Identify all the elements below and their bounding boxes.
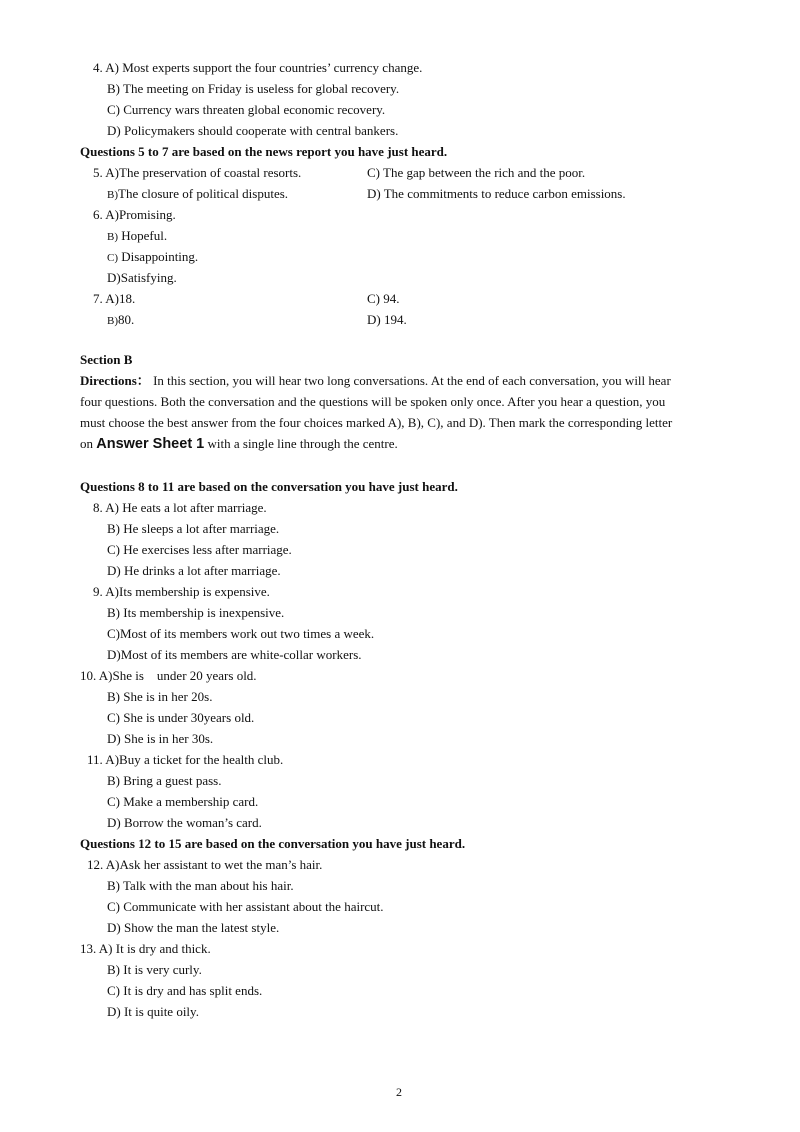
q9-option-c: C)Most of its members work out two times a week.	[107, 626, 375, 641]
q6-option-b	[107, 228, 167, 245]
q6-option-b-text: Hopeful.	[118, 228, 168, 243]
conversation-1-heading: Questions 8 to 11 are based on the conversation you have just heard.	[80, 479, 458, 494]
directions-line-1-text: In this section, you will hear two long conversations. At the end of each conversation, you will hear	[149, 373, 671, 388]
q5-option-b-text: The closure of political disputes.	[118, 186, 289, 201]
q7-option-d: D) 194.	[367, 312, 407, 327]
q13-option-d: D) It is quite oily.	[107, 1004, 199, 1019]
page-number: 2	[396, 1085, 402, 1099]
q12-option-c: C) Communicate with her assistant about the haircut.	[107, 899, 384, 914]
q9-option-d: D)Most of its members are white-collar workers.	[107, 647, 362, 662]
q4-option-d: D) Policymakers should cooperate with central bankers.	[107, 123, 399, 138]
q4-option-a: 4. A) Most experts support the four countries’ currency change.	[93, 60, 423, 75]
q5-option-c: C) The gap between the rich and the poor.	[367, 165, 586, 180]
q13-option-c: C) It is dry and has split ends.	[107, 983, 263, 998]
q11-option-b: B) Bring a guest pass.	[107, 773, 222, 788]
q6-option-a: 6. A)Promising.	[93, 207, 176, 222]
q6-option-c	[107, 249, 198, 266]
q4-option-c: C) Currency wars threaten global economic recovery.	[107, 102, 386, 117]
directions-line-4-pre: on	[80, 436, 97, 451]
q11-option-d: D) Borrow the woman’s card.	[107, 815, 262, 830]
q4-option-b: B) The meeting on Friday is useless for global recovery.	[107, 81, 400, 96]
q5-option-d: D) The commitments to reduce carbon emissions.	[367, 186, 626, 201]
directions-line-3: must choose the best answer from the four choices marked A), B), C), and D). Then mark the corresponding letter	[80, 415, 673, 430]
q12-option-d: D) Show the man the latest style.	[107, 920, 280, 935]
q13-option-a: 13. A) It is dry and thick.	[80, 941, 211, 956]
q6-option-c-text: Disappointing.	[118, 249, 199, 264]
q13-option-b: B) It is very curly.	[107, 962, 202, 977]
q10-option-a: 10. A)She is under 20 years old.	[80, 668, 257, 683]
q6-option-b-letter: B)	[107, 231, 118, 243]
q8-option-b: B) He sleeps a lot after marriage.	[107, 521, 280, 536]
q8-option-d: D) He drinks a lot after marriage.	[107, 563, 281, 578]
q10-option-c: C) She is under 30years old.	[107, 710, 255, 725]
q7-option-c: C) 94.	[367, 291, 400, 306]
q7-option-b-text: 80.	[118, 312, 135, 327]
news-report-heading: Questions 5 to 7 are based on the news report you have just heard.	[80, 144, 448, 159]
q12-option-b: B) Talk with the man about his hair.	[107, 878, 294, 893]
q8-option-a: 8. A) He eats a lot after marriage.	[93, 500, 267, 515]
q7-option-b	[107, 312, 134, 329]
q11-option-c: C) Make a membership card.	[107, 794, 259, 809]
q10-option-b: B) She is in her 20s.	[107, 689, 213, 704]
conversation-2-heading: Questions 12 to 15 are based on the conversation you have just heard.	[80, 836, 466, 851]
section-b-title: Section B	[80, 352, 133, 367]
directions-line-4-post: with a single line through the centre.	[204, 436, 398, 451]
q9-option-a: 9. A)Its membership is expensive.	[93, 584, 270, 599]
q6-option-c-letter: C)	[107, 252, 118, 264]
q7-option-a: 7. A)18.	[93, 291, 136, 306]
q6-option-d: D)Satisfying.	[107, 270, 177, 285]
q9-option-b: B) Its membership is inexpensive.	[107, 605, 285, 620]
q5-option-b	[107, 186, 288, 203]
q8-option-c: C) He exercises less after marriage.	[107, 542, 292, 557]
q10-option-d: D) She is in her 30s.	[107, 731, 214, 746]
directions-label: Directions：	[80, 373, 150, 388]
q7-option-b-letter: B)	[107, 315, 118, 327]
q11-option-a: 11. A)Buy a ticket for the health club.	[87, 752, 284, 767]
q5-option-b-letter: B)	[107, 189, 118, 201]
directions-line-2: four questions. Both the conversation and the questions will be spoken only once. After you hear a question, you	[80, 394, 666, 409]
q12-option-a: 12. A)Ask her assistant to wet the man’s hair.	[87, 857, 323, 872]
q5-option-a: 5. A)The preservation of coastal resorts.	[93, 165, 302, 180]
answer-sheet-label: Answer Sheet 1	[96, 436, 205, 452]
directions-line-1	[80, 373, 671, 389]
directions-line-4	[80, 436, 398, 452]
